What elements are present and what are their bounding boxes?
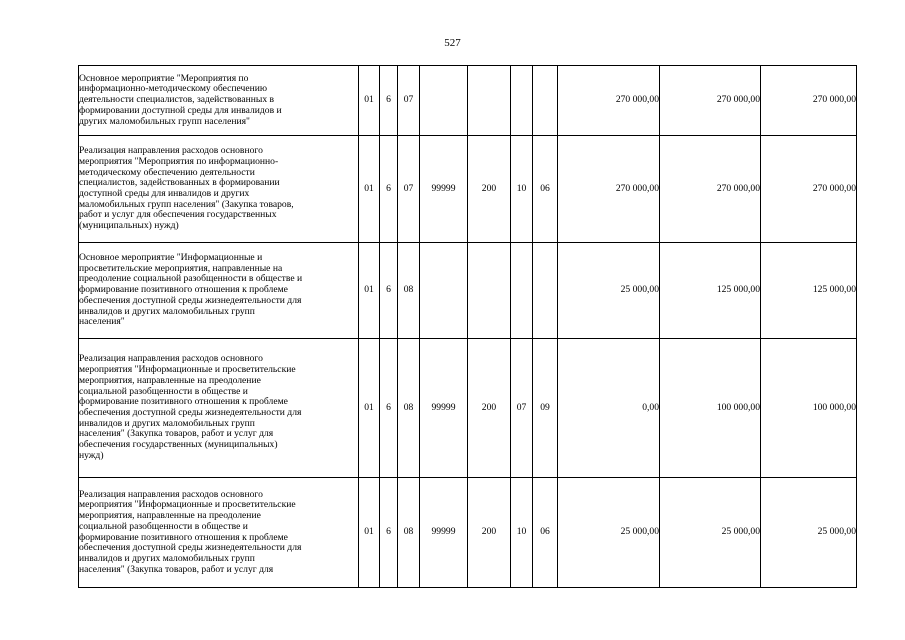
page-number: 527 (444, 37, 461, 49)
code-cell: 10 (511, 136, 533, 243)
code-cell: 10 (511, 478, 533, 588)
code-cell: 99999 (420, 136, 468, 243)
amount-cell: 25 000,00 (660, 478, 761, 588)
table-row (79, 478, 857, 588)
amount-cell: 270 000,00 (660, 66, 761, 136)
amount-cell: 25 000,00 (761, 478, 857, 588)
code-cell: 07 (511, 339, 533, 478)
row-description: Реализация направления расходов основного мероприятия "Информационные и просветительские мероприятия, направленные на преодоление социальной разобщенности в обществе и формирование позитивного отношения к проблеме обеспечения доступной среды жизнедеятельности для инвалидов и других маломобильных групп населения" (Закупка товаров, работ и услуг для (79, 478, 359, 588)
amount-cell: 0,00 (558, 339, 660, 478)
code-cell: 08 (398, 478, 420, 588)
code-cell: 01 (359, 243, 380, 339)
code-cell: 09 (533, 339, 558, 478)
code-cell (511, 66, 533, 136)
code-cell: 200 (468, 478, 511, 588)
table-row (79, 243, 857, 339)
code-cell: 6 (380, 66, 398, 136)
amount-cell: 270 000,00 (558, 66, 660, 136)
code-cell: 07 (398, 66, 420, 136)
code-cell (533, 66, 558, 136)
code-cell: 200 (468, 339, 511, 478)
row-description: Основное мероприятие "Информационные и просветительские мероприятия, направленные на преодоление социальной разобщенности в обществе и формирование позитивного отношения к проблеме обеспечения доступной среды жизнедеятельности для инвалидов и других маломобильных групп населения" (79, 243, 359, 339)
code-cell (420, 243, 468, 339)
amount-cell: 270 000,00 (660, 136, 761, 243)
amount-cell: 125 000,00 (761, 243, 857, 339)
code-cell: 01 (359, 478, 380, 588)
code-cell: 06 (533, 136, 558, 243)
code-cell: 01 (359, 136, 380, 243)
code-cell: 01 (359, 339, 380, 478)
amount-cell: 270 000,00 (761, 66, 857, 136)
code-cell: 06 (533, 478, 558, 588)
code-cell (420, 66, 468, 136)
code-cell: 01 (359, 66, 380, 136)
amount-cell: 100 000,00 (660, 339, 761, 478)
code-cell: 6 (380, 136, 398, 243)
amount-cell: 25 000,00 (558, 243, 660, 339)
row-description: Основное мероприятие "Мероприятия по информационно-методическому обеспечению деятельности специалистов, задействованных в формировании доступной среды для инвалидов и других маломобильных групп населения" (79, 66, 359, 136)
row-description: Реализация направления расходов основного мероприятия "Мероприятия по информационно- методическому обеспечению деятельности специалистов, задействованных в формировании доступной среды для инвалидов и других маломобильных групп населения" (Закупка товаров, работ и услуг для обеспечения государственных (муниципальных) нужд) (79, 136, 359, 243)
amount-cell: 100 000,00 (761, 339, 857, 478)
row-description: Реализация направления расходов основного мероприятия "Информационные и просветительские мероприятия, направленные на преодоление социальной разобщенности в обществе и формирование позитивного отношения к проблеме обеспечения доступной среды жизнедеятельности для инвалидов и других маломобильных групп населения" (Закупка товаров, работ и услуг для обеспечения государственных (муниципальных) нужд) (79, 339, 359, 478)
code-cell: 6 (380, 243, 398, 339)
code-cell: 6 (380, 339, 398, 478)
table-row (79, 339, 857, 478)
code-cell (511, 243, 533, 339)
code-cell (468, 66, 511, 136)
code-cell: 07 (398, 136, 420, 243)
code-cell (533, 243, 558, 339)
code-cell: 08 (398, 339, 420, 478)
table-row (79, 66, 857, 136)
code-cell (468, 243, 511, 339)
amount-cell: 125 000,00 (660, 243, 761, 339)
code-cell: 200 (468, 136, 511, 243)
amount-cell: 25 000,00 (558, 478, 660, 588)
budget-table (78, 65, 857, 588)
amount-cell: 270 000,00 (761, 136, 857, 243)
table-row (79, 136, 857, 243)
code-cell: 99999 (420, 339, 468, 478)
code-cell: 99999 (420, 478, 468, 588)
amount-cell: 270 000,00 (558, 136, 660, 243)
code-cell: 6 (380, 478, 398, 588)
code-cell: 08 (398, 243, 420, 339)
